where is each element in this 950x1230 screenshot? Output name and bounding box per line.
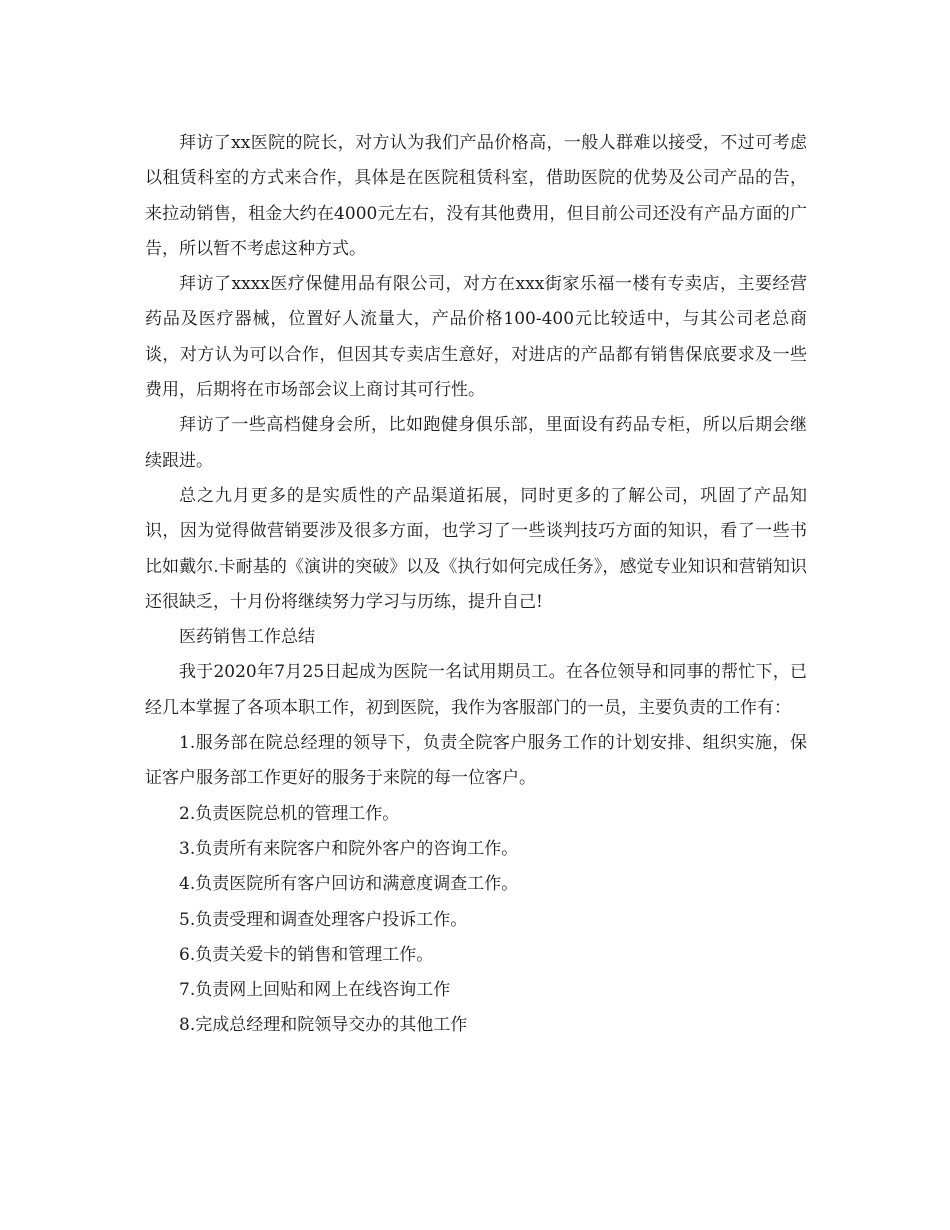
list-item-7: 7.负责网上回贴和网上在线咨询工作 [179, 980, 451, 1001]
section-heading: 医药销售工作总结 [179, 627, 315, 648]
paragraph-company-visit: 拜访了xxxx医疗保健用品有限公司，对方在xxx街家乐福一楼有专卖店，主要经营药品及医疗器械，位置好人流量大，产品价格100-400元比较适中，与其公司老总商谈，对方认为可以合作，但因其专卖店生意好，对进店的产品都有销售保底要求及一些费用，后期将在市场部会议上商讨其可行性。 [145, 274, 807, 401]
list-item-5: 5.负责受理和调查处理客户投诉工作。 [179, 909, 468, 930]
list-item-3: 3.负责所有来院客户和院外客户的咨询工作。 [179, 838, 519, 859]
list-item-1: 1.服务部在院总经理的领导下，负责全院客户服务工作的计划安排、组织实施，保证客户服务部工作更好的服务于来院的每一位客户。 [145, 733, 807, 789]
list-item-2: 2.负责医院总机的管理工作。 [179, 803, 400, 824]
list-item-4: 4.负责医院所有客户回访和满意度调查工作。 [179, 874, 519, 895]
document-body [145, 126, 807, 1044]
paragraph-intro: 我于2020年7月25日起成为医院一名试用期员工。在各位领导和同事的帮忙下，已经几本掌握了各项本职工作，初到医院，我作为客服部门的一员，主要负责的工作有： [145, 662, 807, 718]
list-item-6: 6.负责关爱卡的销售和管理工作。 [179, 944, 434, 965]
paragraph-hospital-visit: 拜访了xx医院的院长，对方认为我们产品价格高，一般人群难以接受，不过可考虑以租赁科室的方式来合作，具体是在医院租赁科室，借助医院的优势及公司产品的告，来拉动销售，租金大约在4000元左右，没有其他费用，但目前公司还没有产品方面的广告，所以暂不考虑这种方式。 [145, 133, 807, 259]
paragraph-gym-visit: 拜访了一些高档健身会所，比如跑健身俱乐部，里面设有药品专柜，所以后期会继续跟进。 [145, 415, 807, 471]
paragraph-september-summary: 总之九月更多的是实质性的产品渠道拓展，同时更多的了解公司，巩固了产品知识，因为觉得做营销要涉及很多方面，也学习了一些谈判技巧方面的知识，看了一些书比如戴尔.卡耐基的《演讲的突破》以及《执行如何完成任务》，感觉专业知识和营销知识还很缺乏，十月份将继续努力学习与历练，提升自己! [145, 485, 807, 612]
list-item-8: 8.完成总经理和院领导交办的其他工作 [179, 1015, 468, 1036]
